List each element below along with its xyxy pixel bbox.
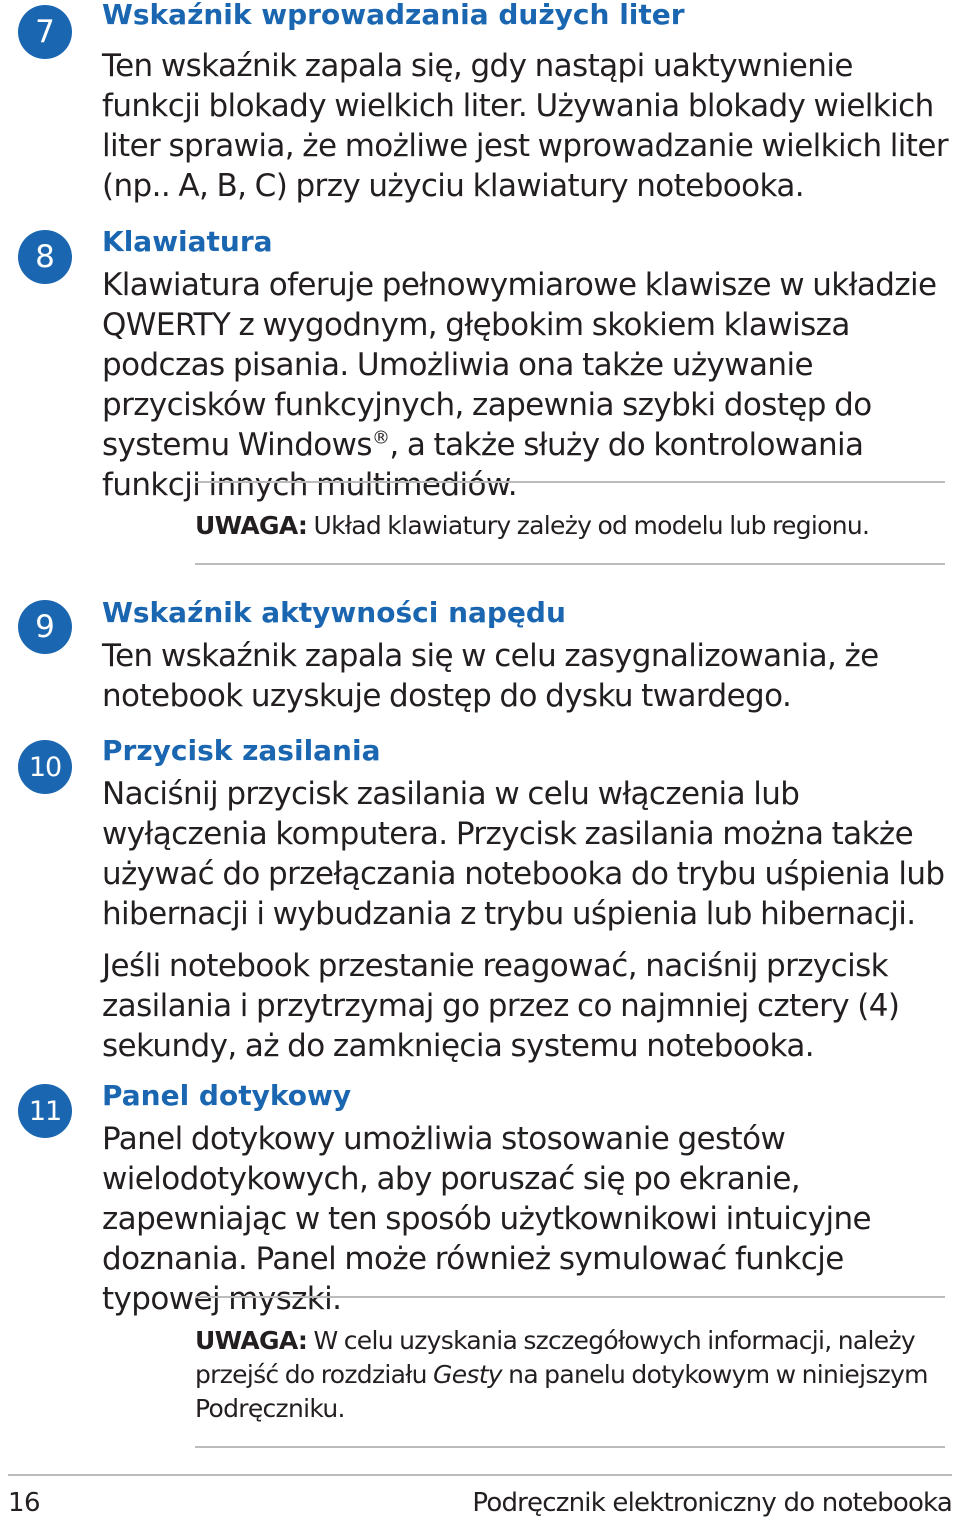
number-badge-9 [18, 600, 72, 654]
section-keyboard [102, 225, 952, 505]
badge-label: 10 [28, 751, 62, 783]
section-title: Przycisk zasilania [102, 734, 381, 767]
badge-label: 8 [35, 239, 55, 275]
number-badge-10 [18, 740, 72, 794]
footer-divider [8, 1474, 952, 1476]
number-badge-8 [18, 230, 72, 284]
section-paragraph: Jeśli notebook przestanie reagować, naciśnij przycisk zasilania i przytrzymaj go przez co najmniej cztery (4) sekundy, aż do zamknięcia systemu notebooka. [102, 948, 900, 1064]
note-body: Układ klawiatury zależy od modelu lub regionu. [307, 511, 870, 540]
section-title: Wskaźnik aktywności napędu [102, 596, 566, 629]
section-power-button [102, 734, 952, 1066]
page-number: 16 [8, 1488, 41, 1518]
paragraph-text: Klawiatura oferuje pełnowymiarowe klawisze w układzie QWERTY z wygodnym, głębokim skokiem klawisza podczas pisania. Umożliwia ona także używanie przycisków funkcyjnych, zapewnia szybki dostęp do systemu Windows [102, 267, 937, 463]
number-badge-11 [18, 1084, 72, 1138]
section-caps-lock-indicator [102, 0, 952, 206]
section-title: Wskaźnik wprowadzania dużych liter [102, 0, 685, 31]
section-paragraph: Ten wskaźnik zapala się w celu zasygnalizowania, że notebook uzyskuje dostęp do dysku twardego. [102, 638, 879, 714]
note-body: na panelu dotykowym w niniejszym Podręczniku. [195, 1360, 928, 1423]
section-title: Klawiatura [102, 225, 273, 258]
section-paragraph [102, 265, 952, 505]
section-paragraph: Panel dotykowy umożliwia stosowanie gestów wielodotykowych, aby poruszać się po ekranie, zapewniając w ten sposób użytkownikowi intuicyjne doznania. Panel może również symulować funkcje typowej myszki. [102, 1121, 871, 1317]
note-text [195, 509, 945, 543]
section-paragraph: Naciśnij przycisk zasilania w celu włączenia lub wyłączenia komputera. Przycisk zasilania można także używać do przełączania notebooka do trybu uśpienia lub hibernacji i wybudzania z trybu uśpienia lub hibernacji. [102, 776, 945, 932]
badge-label: 7 [35, 14, 55, 50]
badge-label: 9 [35, 609, 55, 645]
section-title: Panel dotykowy [102, 1079, 352, 1112]
note-box [195, 1296, 945, 1448]
section-paragraph: Ten wskaźnik zapala się, gdy nastąpi uaktywnienie funkcji blokady wielkich liter. Używania blokady wielkich liter sprawia, że możliwe jest wprowadzanie wielkich liter (np.. A, B, C) przy użyciu klawiatury notebooka. [102, 48, 948, 204]
badge-label: 11 [28, 1095, 62, 1127]
note-box [195, 481, 945, 565]
number-badge-7 [18, 5, 72, 59]
section-drive-activity-indicator [102, 596, 952, 716]
footer-title: Podręcznik elektroniczny do notebooka [472, 1488, 952, 1518]
section-touchpad [102, 1079, 952, 1319]
registered-mark: ® [371, 427, 390, 449]
note-text [195, 1324, 945, 1426]
note-label: UWAGA: [195, 511, 308, 540]
paragraph-text: , a także służy do kontrolowania funkcji innych multimediów. [102, 427, 864, 503]
note-italic-term: Gesty [433, 1360, 502, 1389]
note-label: UWAGA: [195, 1326, 308, 1355]
note-body: W celu uzyskania szczegółowych informacji, należy przejść do rozdziału [195, 1326, 915, 1389]
